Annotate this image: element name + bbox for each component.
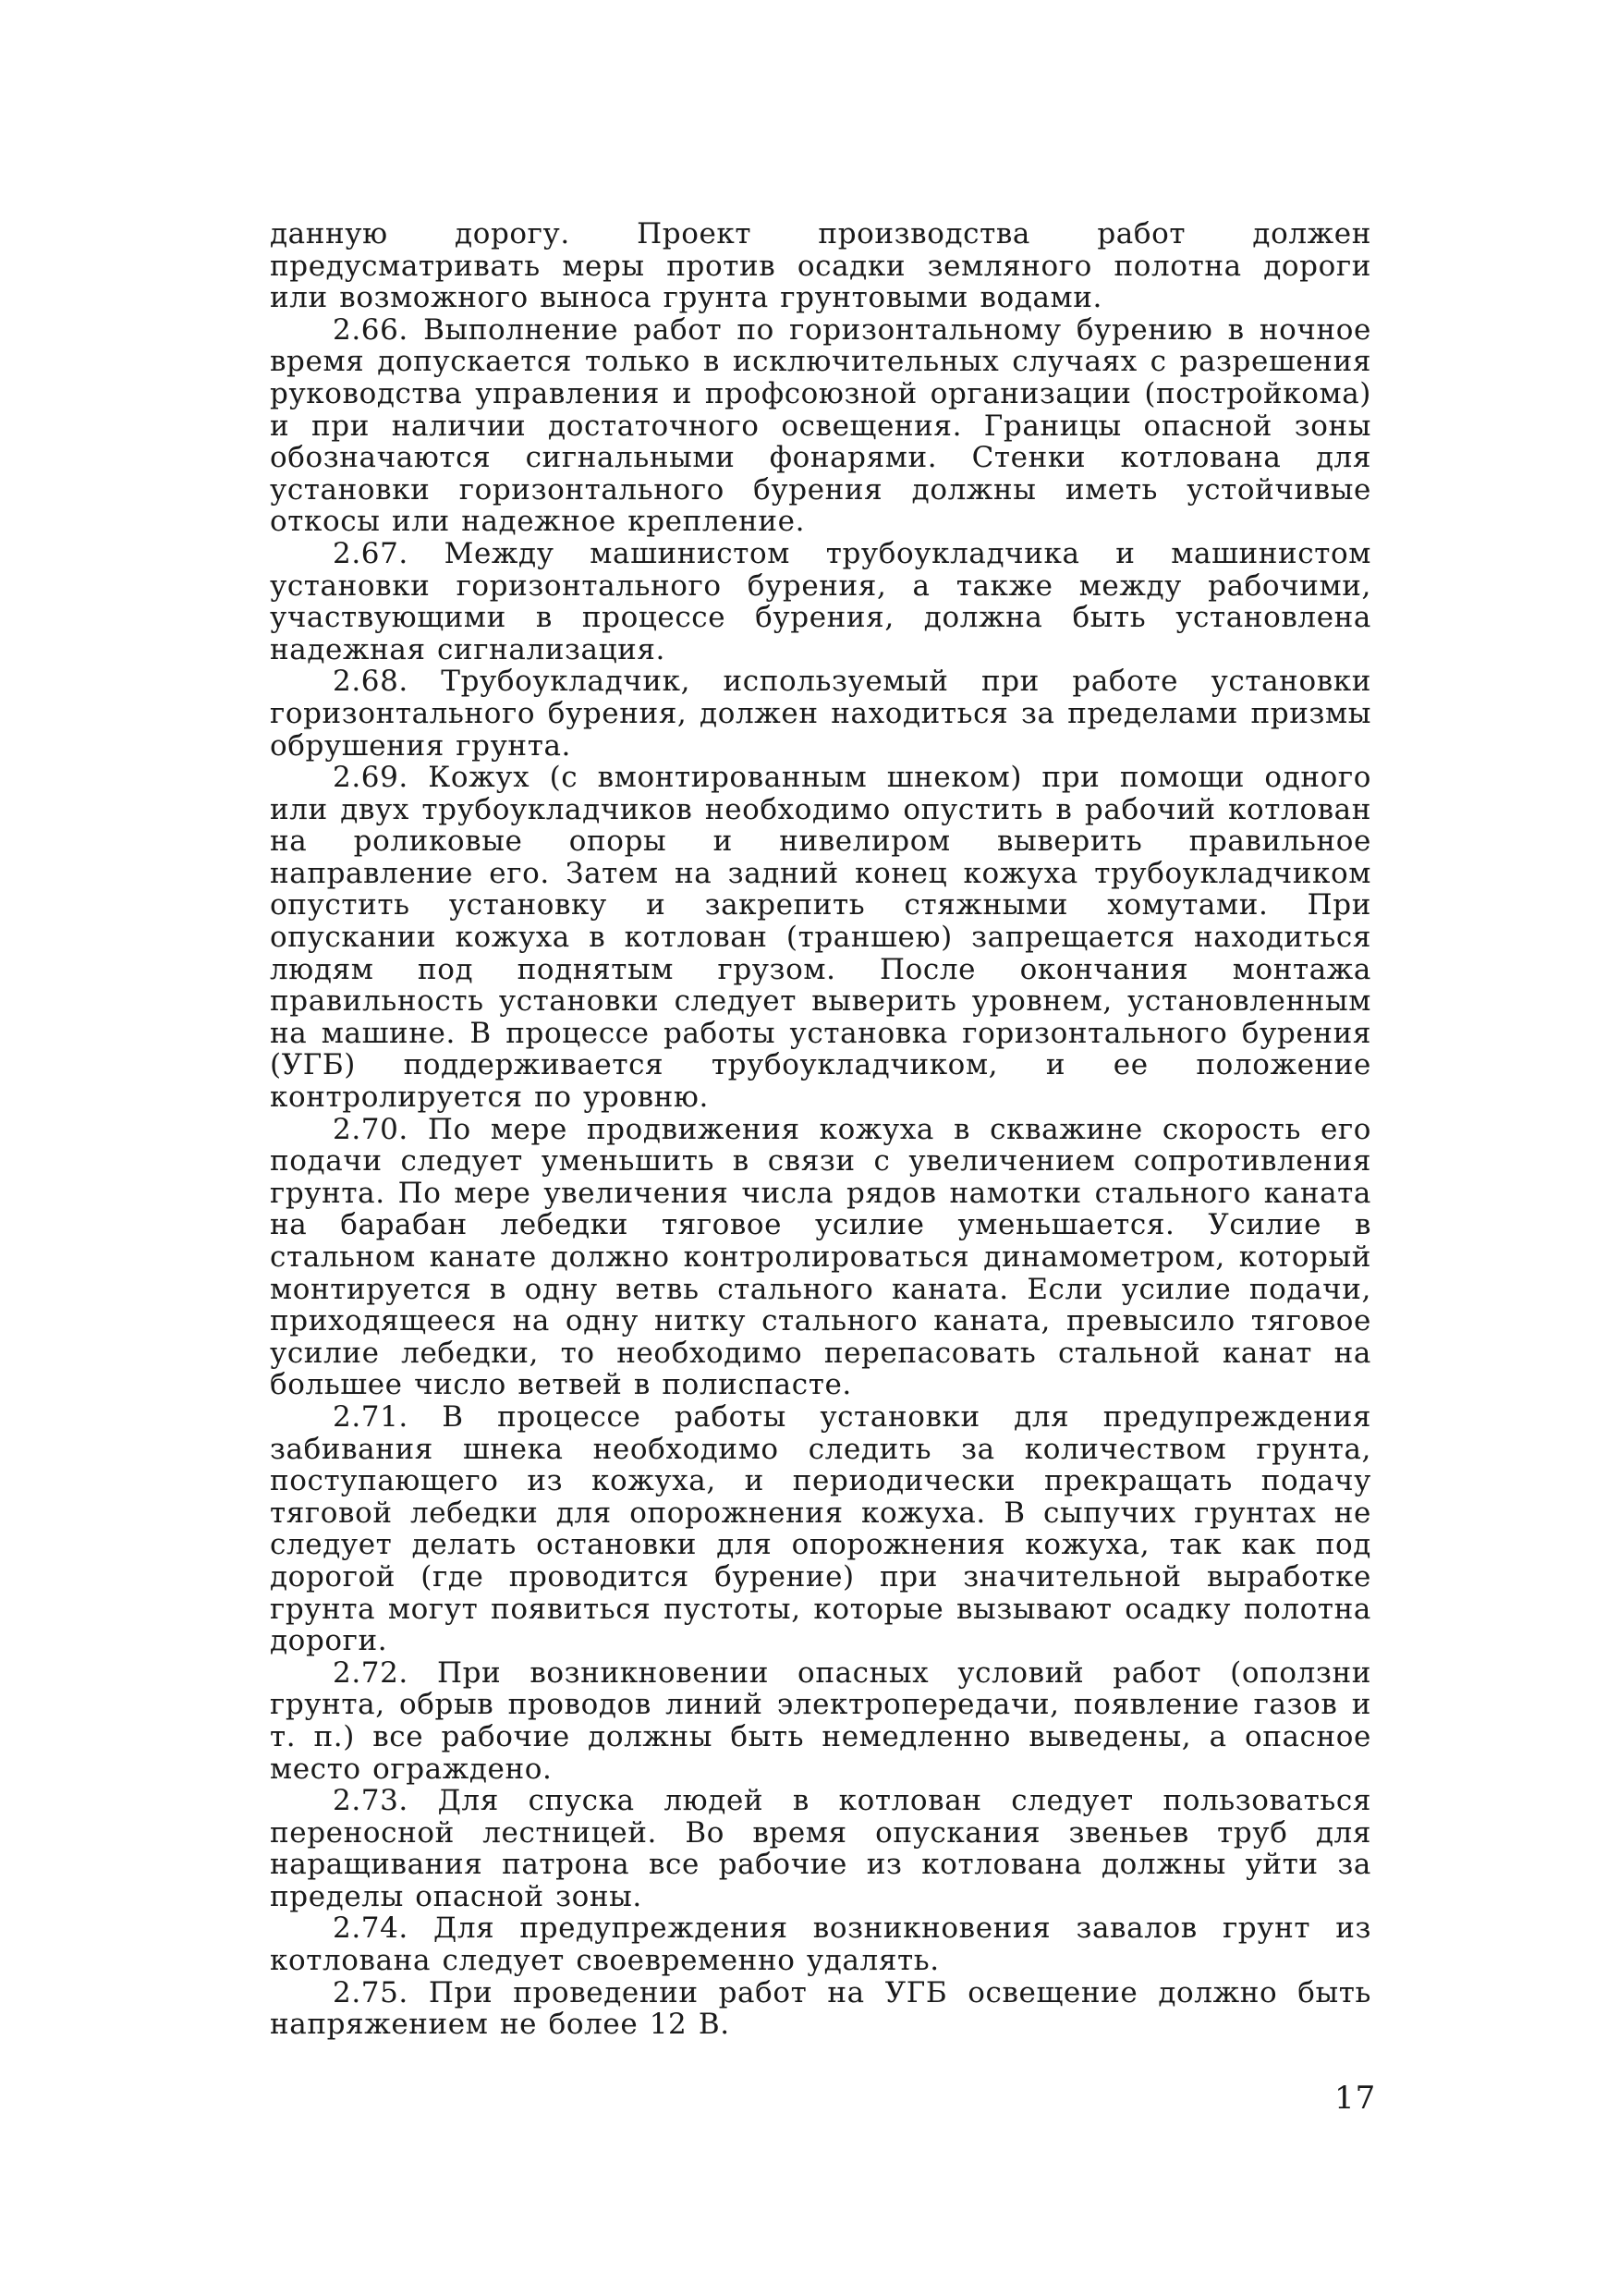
paragraph-2-70: 2.70. По мере продвижения кожуха в скважине скорость его подачи следует уменьшить в связи с увеличением сопротивления грунта. По мере увеличения числа рядов намотки стального каната на барабан лебедки тяговое усилие уменьшается. Усилие в стальном канате должно контролироваться динамометром, который монтируется в одну ветвь стального каната. Если усилие подачи, приходящееся на одну нитку стального каната, превысило тяговое усилие лебедки, то необходимо перепасовать стальной канат на большее число ветвей в полиспасте. bbox=[270, 1112, 1371, 1402]
paragraph-2-74: 2.74. Для предупреждения возникновения завалов грунт из котлована следует своевременно удалять. bbox=[270, 1911, 1371, 1978]
paragraph-2-72: 2.72. При возникновении опасных условий работ (оползни грунта, обрыв проводов линий электропередачи, появление газов и т. п.) все рабочие должны быть немедленно выведены, а опасное место ограждено. bbox=[270, 1655, 1371, 1786]
paragraph-continuation: данную дорогу. Проект производства работ должен предусматривать меры против осадки земляного полотна дороги или возможного выноса грунта грунтовыми водами. bbox=[270, 217, 1371, 315]
page-body bbox=[270, 218, 1371, 2041]
page-number: 17 bbox=[1334, 2080, 1377, 2117]
paragraph-2-75: 2.75. При проведении работ на УГБ освещение должно быть напряжением не более 12 В. bbox=[270, 1975, 1371, 2042]
paragraph-2-71: 2.71. В процессе работы установки для предупреждения забивания шнека необходимо следить за количеством грунта, поступающего из кожуха, и периодически прекращать подачу тяговой лебедки для опорожнения кожуха. В сыпучих грунтах не следует делать остановки для опорожнения кожуха, так как под дорогой (где проводится бурение) при значительной выработке грунта могут появиться пустоты, которые вызывают осадку полотна дороги. bbox=[270, 1399, 1371, 1658]
paragraph-2-66: 2.66. Выполнение работ по горизонтальному бурению в ночное время допускается только в исключительных случаях с разрешения руководства управления и профсоюзной организации (постройкома) и при наличии достаточного освещения. Границы опасной зоны обозначаются сигнальными фонарями. Стенки котлована для установки горизонтального бурения должны иметь устойчивые откосы или надежное крепление. bbox=[270, 312, 1371, 539]
paragraph-2-67: 2.67. Между машинистом трубоукладчика и машинистом установки горизонтального бурения, а также между рабочими, участвующими в процессе бурения, должна быть установлена надежная сигнализация. bbox=[270, 536, 1371, 666]
paragraph-2-69: 2.69. Кожух (с вмонтированным шнеком) при помощи одного или двух трубоукладчиков необходимо опустить в рабочий котлован на роликовые опоры и нивелиром выверить правильное направление его. Затем на задний конец кожуха трубоукладчиком опустить установку и закрепить стяжными хомутами. При опускании кожуха в котлован (траншею) запрещается находиться людям под поднятым грузом. После окончания монтажа правильность установки следует выверить уровнем, установленным на машине. В процессе работы установка горизонтального бурения (УГБ) поддерживается трубоукладчиком, и ее положение контролируется по уровню. bbox=[270, 761, 1371, 1115]
paragraph-2-68: 2.68. Трубоукладчик, используемый при работе установки горизонтального бурения, должен находиться за пределами призмы обрушения грунта. bbox=[270, 665, 1371, 763]
paragraph-2-73: 2.73. Для спуска людей в котлован следует пользоваться переносной лестницей. Во время опускания звеньев труб для наращивания патрона все рабочие из котлована должны уйти за пределы опасной зоны. bbox=[270, 1784, 1371, 1913]
